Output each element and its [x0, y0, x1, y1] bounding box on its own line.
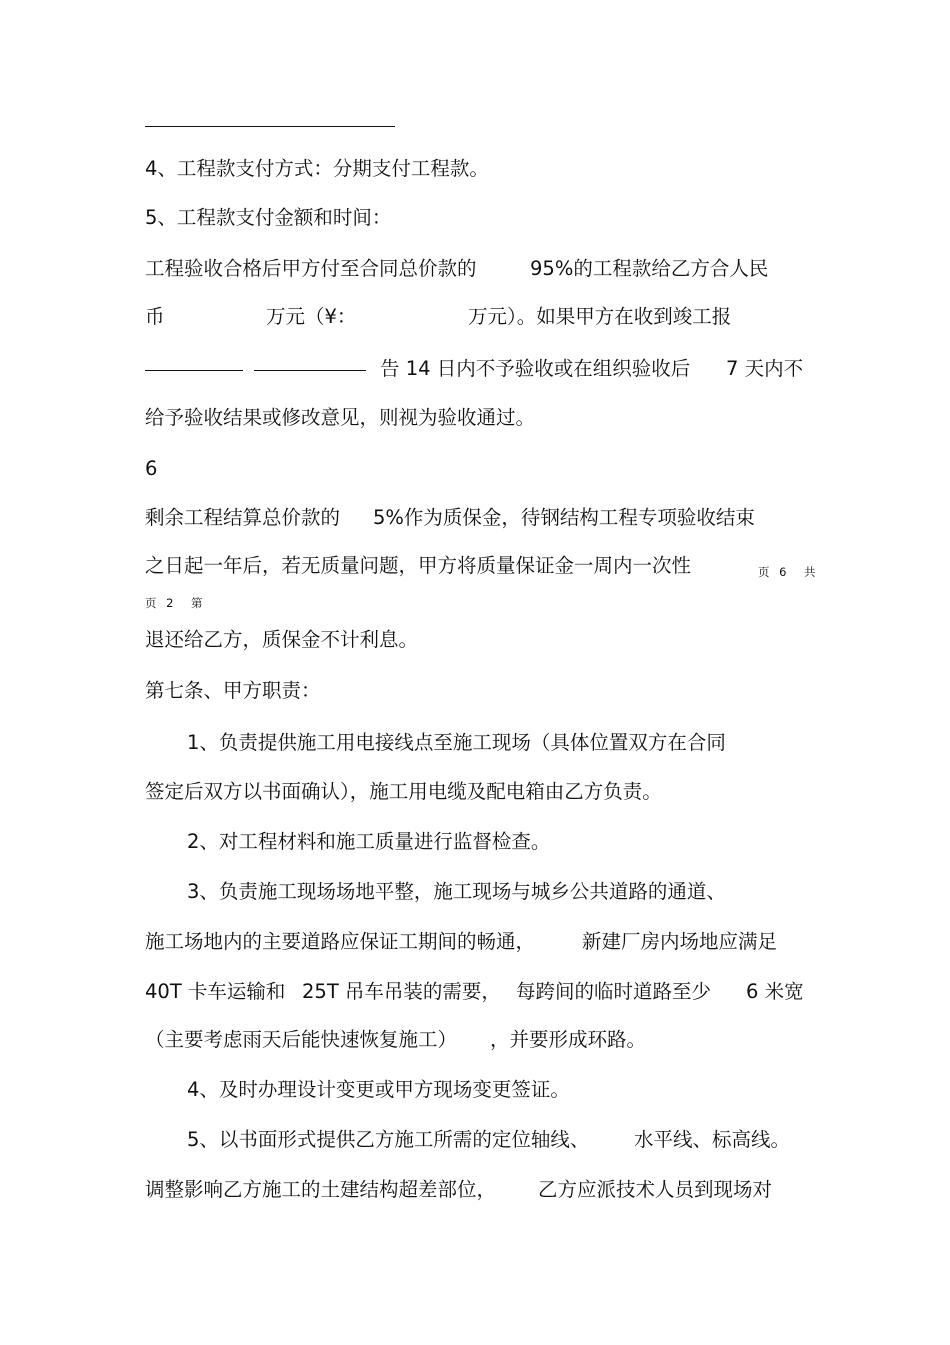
text-line: （主要考虑雨天后能快速恢复施工）	[145, 1028, 458, 1051]
text-line: 5%作为质保金，待钢结构工程专项验收结束	[373, 506, 755, 529]
duty-item-1: 1、负责提供施工用电接线点至施工现场（具体位置双方在合同	[187, 731, 726, 754]
header-rule	[145, 126, 395, 127]
text-line: 万元）。如果甲方在收到竣工报	[468, 305, 732, 328]
text-line: 工程验收合格后甲方付至合同总价款的	[145, 257, 477, 280]
text-line: 40T 卡车运输和	[145, 980, 286, 1003]
article-seven-heading: 第七条、甲方职责：	[145, 679, 321, 702]
text-line: 退还给乙方，质保金不计利息。	[145, 628, 419, 651]
text-line: 告 14 日内不予验收或在组织验收后	[380, 357, 691, 380]
duty-item-5: 5、以书面形式提供乙方施工所需的定位轴线、	[187, 1128, 590, 1151]
text-line: 调整影响乙方施工的土建结构超差部位，	[145, 1178, 497, 1201]
blank-underline	[145, 370, 243, 371]
blank-underline	[254, 370, 366, 371]
text-line: 币	[145, 305, 165, 328]
page-marker: 页 2 第	[145, 596, 206, 610]
text-line: ，并要形成环路。	[490, 1028, 647, 1051]
clause-payment-amount-title: 5、工程款支付金额和时间：	[145, 206, 392, 229]
text-line: 水平线、标高线。	[634, 1128, 791, 1151]
text-line: 剩余工程结算总价款的	[145, 506, 341, 529]
duty-item-3: 3、负责施工现场场地平整，施工现场与城乡公共道路的通道、	[187, 880, 726, 903]
text-line: 6 米宽	[746, 980, 804, 1003]
text-line: 乙方应派技术人员到现场对	[538, 1178, 773, 1201]
text-line: 之日起一年后，若无质量问题，甲方将质量保证金一周内一次性	[145, 554, 692, 577]
clause-number: 6	[145, 457, 158, 480]
text-line: 每跨间的临时道路至少	[516, 980, 712, 1003]
text-line: 新建厂房内场地应满足	[582, 930, 778, 953]
text-line: 25T 吊车吊装的需要，	[302, 980, 501, 1003]
text-line: 95%的工程款给乙方合人民	[530, 257, 769, 280]
duty-item-4: 4、及时办理设计变更或甲方现场变更签证。	[187, 1078, 570, 1101]
text-line: 签定后双方以书面确认），施工用电缆及配电箱由乙方负责。	[145, 780, 662, 803]
duty-item-2: 2、对工程材料和施工质量进行监督检查。	[187, 830, 551, 853]
text-line: 7 天内不	[726, 357, 804, 380]
text-line: 施工场地内的主要道路应保证工期间的畅通，	[145, 930, 536, 953]
clause-payment-method: 4、工程款支付方式：分期支付工程款。	[145, 157, 489, 180]
text-line: 给予验收结果或修改意见，则视为验收通过。	[145, 406, 536, 429]
page-marker: 页 6 共	[758, 565, 819, 579]
text-line: 万元（¥：	[266, 305, 357, 328]
